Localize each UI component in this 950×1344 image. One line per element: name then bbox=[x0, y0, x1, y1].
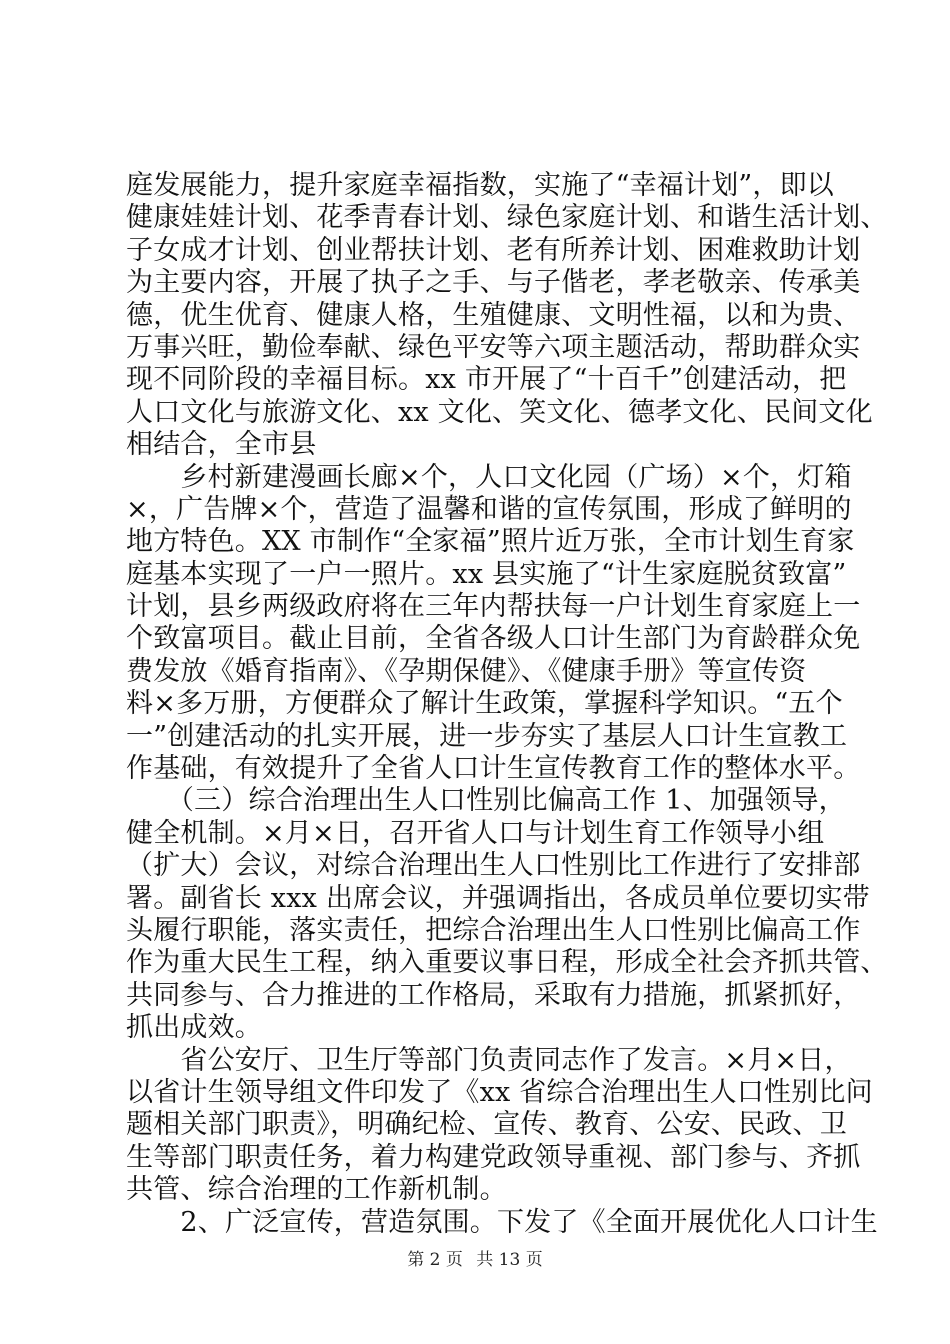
text-line: 相结合，全市县 bbox=[126, 429, 317, 461]
text-line: 料×多万册，方便群众了解计生政策，掌握科学知识。“五个 bbox=[126, 688, 843, 720]
text-line: 人口文化与旅游文化、xx 文化、笑文化、德孝文化、民间文化 bbox=[126, 396, 873, 428]
text-line: 费发放《婚育指南》、《孕期保健》、《健康手册》等宣传资 bbox=[126, 655, 807, 687]
text-line: 2、广泛宣传，营造氛围。下发了《全面开展优化人口计生 bbox=[126, 1206, 878, 1238]
text-line: 共管、综合治理的工作新机制。 bbox=[126, 1174, 507, 1206]
text-line: 抓出成效。 bbox=[126, 1012, 262, 1044]
text-line: 健全机制。×月×日，召开省人口与计划生育工作领导小组 bbox=[126, 817, 825, 849]
text-line: 署。副省长 xxx 出席会议，并强调指出，各成员单位要切实带 bbox=[126, 882, 870, 914]
page-number: 第 2 页 bbox=[407, 1250, 463, 1270]
text-line: 子女成才计划、创业帮扶计划、老有所养计划、困难救助计划 bbox=[126, 234, 861, 266]
text-line: 生等部门职责任务，着力构建党政领导重视、部门参与、齐抓 bbox=[126, 1141, 861, 1173]
text-line: 作基础，有效提升了全省人口计生宣传教育工作的整体水平。 bbox=[126, 753, 861, 785]
text-line: （扩大）会议，对综合治理出生人口性别比工作进行了安排部 bbox=[126, 850, 861, 882]
text-line: 乡村新建漫画长廊×个，人口文化园（广场）×个，灯箱 bbox=[126, 461, 852, 493]
text-line: 题相关部门职责》，明确纪检、宣传、教育、公安、民政、卫 bbox=[126, 1109, 847, 1141]
text-line: 现不同阶段的幸福目标。xx 市开展了“十百千”创建活动，把 bbox=[126, 364, 847, 396]
text-line: 共同参与、合力推进的工作格局，采取有力措施，抓紧抓好， bbox=[126, 979, 861, 1011]
text-line: 作为重大民生工程，纳入重要议事日程，形成全社会齐抓共管、 bbox=[126, 947, 888, 979]
text-line: ×，广告牌×个，营造了温馨和谐的宣传氛围，形成了鲜明的 bbox=[126, 493, 852, 525]
text-line: 万事兴旺，勤俭奉献、绿色平安等六项主题活动，帮助群众实 bbox=[126, 331, 861, 363]
page-footer bbox=[0, 1245, 950, 1270]
text-line: 头履行职能，落实责任，把综合治理出生人口性别比偏高工作 bbox=[126, 914, 861, 946]
page-total: 共 13 页 bbox=[476, 1250, 543, 1270]
text-line: 个致富项目。截止目前，全省各级人口计生部门为育龄群众免 bbox=[126, 623, 861, 655]
text-line: 以省计生领导组文件印发了《xx 省综合治理出生人口性别比问 bbox=[126, 1076, 873, 1108]
text-line: 计划，县乡两级政府将在三年内帮扶每一户计划生育家庭上一 bbox=[126, 591, 861, 623]
text-line: 健康娃娃计划、花季青春计划、绿色家庭计划、和谐生活计划、 bbox=[126, 202, 888, 234]
text-line: 庭基本实现了一户一照片。xx 县实施了“计生家庭脱贫致富” bbox=[126, 558, 847, 590]
document-body bbox=[126, 170, 888, 1239]
text-line: （三）综合治理出生人口性别比偏高工作 1、加强领导， bbox=[126, 785, 846, 817]
text-line: 庭发展能力，提升家庭幸福指数，实施了“幸福计划”，即以 bbox=[126, 170, 835, 201]
text-line: 为主要内容，开展了执子之手、与子偕老，孝老敬亲、传承美 bbox=[126, 267, 861, 299]
text-line: 德，优生优育、健康人格，生殖健康、文明性福，以和为贵、 bbox=[126, 299, 861, 331]
text-line: 地方特色。XX 市制作“全家福”照片近万张，全市计划生育家 bbox=[126, 526, 855, 558]
text-line: 一”创建活动的扎实开展，进一步夯实了基层人口计生宣教工 bbox=[126, 720, 848, 752]
text-line: 省公安厅、卫生厅等部门负责同志作了发言。×月×日， bbox=[126, 1044, 852, 1076]
